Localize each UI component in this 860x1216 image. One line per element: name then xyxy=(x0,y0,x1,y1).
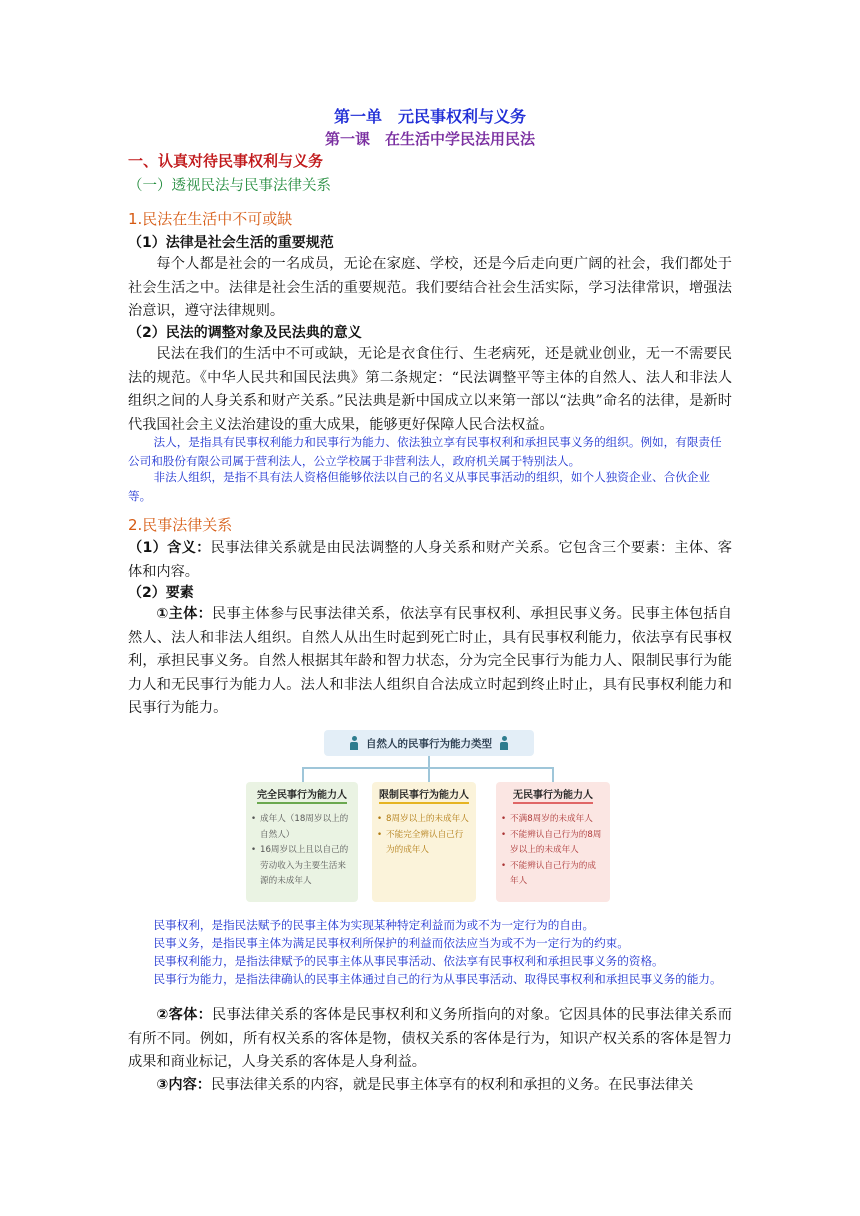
meaning-text: 民事法律关系就是由民法调整的人身关系和财产关系。它包含三个要素：主体、客体和内容。 xyxy=(128,540,732,580)
point1-sub1-text: 每个人都是社会的一名成员，无论在家庭、学校，还是今后走向更广阔的社会，我们都处于社会生活之中。法律是社会生活的重要规范。我们要结合社会生活实际，学习法律常识，增强法治意识，遵守法律规则。 xyxy=(128,256,732,319)
elements-heading: （2）要素 xyxy=(128,585,194,601)
list-item: • 不满8周岁的未成年人 xyxy=(510,812,604,828)
meaning-label: （1）含义： xyxy=(128,540,211,556)
object-text: 民事法律关系的客体是民事权利和义务所指向的对象。它因具体的民事法律关系而有所不同。例如，所有权关系的客体是物，债权关系的客体是行为，知识产权关系的客体是智力成果和商业标记，人身关系的客体是人身利益。 xyxy=(128,1007,732,1070)
diagram-title: 自然人的民事行为能力类型 xyxy=(366,737,492,750)
box-title: 限制民事行为能力人 xyxy=(379,786,469,804)
list-item: • 不能辨认自己行为的成年人 xyxy=(510,859,604,890)
diagram-header xyxy=(324,730,534,756)
content-label: ③内容： xyxy=(156,1077,211,1093)
list-item: • 不能辨认自己行为的8周岁以上的未成年人 xyxy=(510,828,604,859)
list-item: • 16周岁以上且以自己的劳动收入为主要生活来源的未成年人 xyxy=(260,843,352,890)
note-legal-person: 法人，是指具有民事权利能力和民事行为能力、依法独立享有民事权利和承担民事义务的组织。例如，有限责任公司和股份有限公司属于营利法人，公立学校属于非营利法人，政府机关属于特别法人。 xyxy=(128,435,722,468)
list-item: • 不能完全辨认自己行为的成年人 xyxy=(386,828,470,859)
limited-capacity-box xyxy=(372,782,476,902)
subject-text: 民事主体参与民事法律关系，依法享有民事权利、承担民事义务。民事主体包括自然人、法人和非法人组织。自然人从出生时起到死亡时止，具有民事权利能力，依法享有民事权利，承担民事义务。自然人根据其年龄和智力状态，分为完全民事行为能力人、限制民事行为能力人和无民事行为能力人。法人和非法人组织自合法成立时起到终止时止，具有民事权利能力和民事行为能力。 xyxy=(128,606,732,716)
content-text: 民事法律关系的内容，就是民事主体享有的权利和承担的义务。在民事法律关 xyxy=(210,1077,694,1093)
point2-meaning xyxy=(128,537,732,584)
box-title: 完全民事行为能力人 xyxy=(257,786,347,804)
no-capacity-box xyxy=(496,782,610,902)
box-title: 无民事行为能力人 xyxy=(513,786,593,804)
connector-line xyxy=(428,767,430,782)
object-paragraph xyxy=(128,1004,732,1075)
subject-paragraph xyxy=(128,603,732,721)
capacity-types-diagram xyxy=(246,726,612,906)
unit-title: 第一单 元民事权利与义务 xyxy=(333,107,526,126)
connector-line xyxy=(552,767,554,782)
note-rights-capacity: 民事权利能力，是指法律赋予的民事主体从事民事活动、依法享有民事权利和承担民事义务的资格。 xyxy=(153,954,664,968)
subsection-heading: （一）透视民法与民事法律关系 xyxy=(128,178,331,194)
point1-heading: 1.民法在生活中不可或缺 xyxy=(128,210,293,228)
full-capacity-box xyxy=(246,782,358,902)
point1-sub1-heading: （1）法律是社会生活的重要规范 xyxy=(128,235,334,251)
list-item: • 成年人（18周岁以上的自然人） xyxy=(260,812,352,843)
note-unincorporated-org: 非法人组织，是指不具有法人资格但能够依法以自己的名义从事民事活动的组织，如个人独资企业、合伙企业等。 xyxy=(128,470,711,503)
object-label: ②客体： xyxy=(156,1007,213,1023)
point1-sub2-heading: （2）民法的调整对象及民法典的意义 xyxy=(128,325,362,341)
person-icon xyxy=(350,736,358,750)
point2-heading: 2.民事法律关系 xyxy=(128,516,233,534)
connector-line xyxy=(302,767,304,782)
section-heading: 一、认真对待民事权利与义务 xyxy=(128,152,324,170)
note-civil-obligation: 民事义务，是指民事主体为满足民事权利所保护的利益而依法应当为或不为一定行为的约束。 xyxy=(153,936,629,950)
list-item: • 8周岁以上的未成年人 xyxy=(386,812,470,828)
lesson-title: 第一课 在生活中学民法用民法 xyxy=(324,130,535,148)
note-civil-right: 民事权利，是指民法赋予的民事主体为实现某种特定利益而为或不为一定行为的自由。 xyxy=(153,918,595,932)
point1-sub2-text: 民法在我们的生活中不可或缺，无论是衣食住行、生老病死，还是就业创业，无一不需要民法的规范。《中华人民共和国民法典》第二条规定：“民法调整平等主体的自然人、法人和非法人组织之间的人身关系和财产关系。”民法典是新中国成立以来第一部以“法典”命名的法律，是新时代我国社会主义法治建设的重大成果，能够更好保障人民合法权益。 xyxy=(128,346,732,433)
content-paragraph xyxy=(128,1074,732,1098)
subject-label: ①主体： xyxy=(156,606,213,622)
person-icon xyxy=(500,736,508,750)
note-conduct-capacity: 民事行为能力，是指法律确认的民事主体通过自己的行为从事民事活动、取得民事权利和承担民事义务的能力。 xyxy=(153,972,722,986)
